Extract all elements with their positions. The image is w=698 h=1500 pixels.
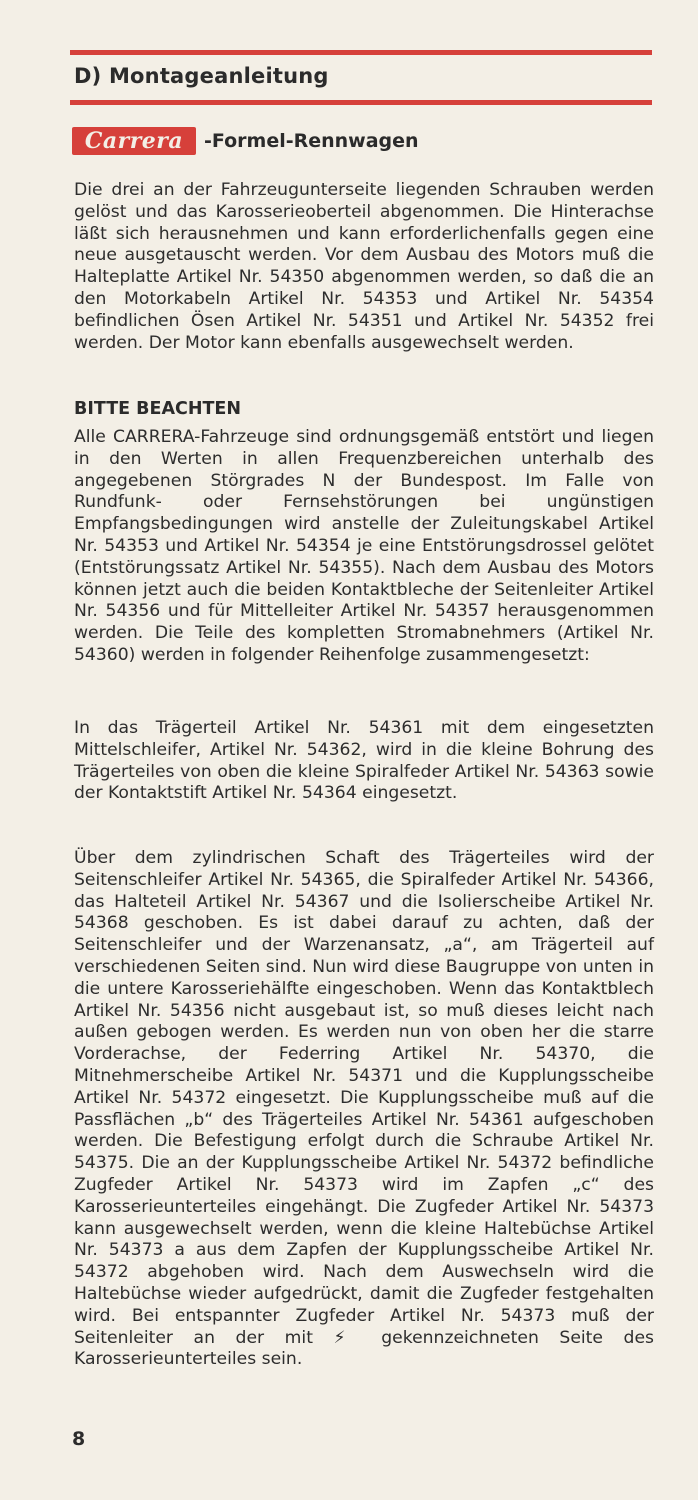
carrera-logo xyxy=(72,127,196,155)
top-rule xyxy=(70,50,652,55)
page-number: 8 xyxy=(72,1428,86,1450)
brand-suffix: -Formel-Rennwagen xyxy=(204,130,419,152)
paragraph-assembly-1: In das Trägerteil Artikel Nr. 54361 mit dem eingesetzten Mittelschleifer, Artikel Nr. 54362, wird in die kleine Bohrung des Trägerteiles von oben die kleine Spiralfeder Artikel Nr. 54363 sowie der Kontaktstift Artikel Nr. 54364 eingesetzt. xyxy=(74,718,654,804)
paragraph-assembly-2: Über dem zylindrischen Schaft des Trägerteiles wird der Seitenschleifer Artikel Nr. 54365, die Spiralfeder Artikel Nr. 54366, das Halteteil Artikel Nr. 54367 und die Isolierscheibe Artikel Nr. 54368 geschoben. Es ist dabei darauf zu achten, daß der Seitenschleifer und der Warzenansatz, „a“, am Trägerteil auf verschiedenen Seiten sind. Nun wird diese Baugruppe von unten in die untere Karosseriehälfte eingeschoben. Wenn das Kontaktblech Artikel Nr. 54356 nicht ausgebaut ist, so muß dieses leicht nach außen gebogen werden. Es werden nun von oben her die starre Vorderachse, der Federring Artikel Nr. 54370, die Mitnehmerscheibe Artikel Nr. 54371 und die Kupplungsscheibe Artikel Nr. 54372 eingesetzt. Die Kupplungsscheibe muß auf die Passflächen „b“ des Trägerteiles Artikel Nr. 54361 aufgeschoben werden. Die Befestigung erfolgt durch die Schraube Artikel Nr. 54375. Die an der Kupplungsscheibe Artikel Nr. 54372 befindliche Zugfeder Artikel Nr. 54373 wird im Zapfen „c“ des Karosserieunterteiles eingehängt. Die Zugfeder Artikel Nr. 54373 kann ausgewechselt werden, wenn die kleine Haltebüchse Artikel Nr. 54373 a aus dem Zapfen der Kupplungsscheibe Artikel Nr. 54372 abgehoben wird. Nach dem Auswechseln wird die Haltebüchse wieder aufgedrückt, damit die Zugfeder festgehalten wird. Bei entspannter Zugfeder Artikel Nr. 54373 muß der Seitenleiter an der mit ⚡ gekennzeichneten Seite des Karosserieunterteiles sein. xyxy=(74,848,654,1370)
section-title: D) Montageanleitung xyxy=(74,64,329,88)
brand-heading xyxy=(72,127,419,155)
paragraph-intro: Die drei an der Fahrzeugunterseite liegenden Schrauben werden gelöst und das Karosserieoberteil abgenommen. Die Hinterachse läßt sich herausnehmen und kann erforderlichenfalls gegen eine neue ausgetauscht werden. Vor dem Ausbau des Motors muß die Halteplatte Artikel Nr. 54350 abgenommen werden, so daß die an den Motorkabeln Artikel Nr. 54353 und Artikel Nr. 54354 befindlichen Ösen Artikel Nr. 54351 und Artikel Nr. 54352 frei werden. Der Motor kann ebenfalls ausgewechselt werden. xyxy=(74,180,654,353)
logo-text: Carrera xyxy=(84,128,184,154)
notice-heading: BITTE BEACHTEN xyxy=(74,399,242,419)
bottom-rule xyxy=(70,100,652,105)
paragraph-notice: Alle CARRERA-Fahrzeuge sind ordnungsgemäß entstört und liegen in den Werten in allen Frequenzbereichen unterhalb des angegebenen Störgrades N der Bundespost. Im Falle von Rundfunk- oder Fernsehstörungen bei ungünstigen Empfangsbedingungen wird anstelle der Zuleitungskabel Artikel Nr. 54353 und Artikel Nr. 54354 je eine Entstörungsdrossel gelötet (Entstörungssatz Artikel Nr. 54355). Nach dem Ausbau des Motors können jetzt auch die beiden Kontaktbleche der Seitenleiter Artikel Nr. 54356 und für Mittelleiter Artikel Nr. 54357 herausgenommen werden. Die Teile des kompletten Stromabnehmers (Artikel Nr. 54360) werden in folgender Reihenfolge zusammengesetzt: xyxy=(74,427,654,665)
